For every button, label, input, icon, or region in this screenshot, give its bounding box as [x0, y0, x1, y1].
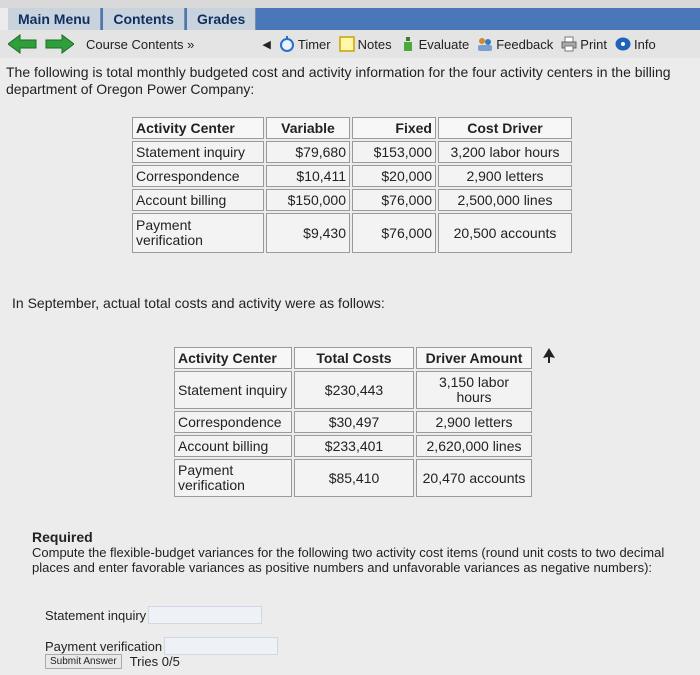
notes-label: Notes — [357, 36, 392, 52]
cell-variable: $9,430 — [266, 213, 350, 253]
back-arrow-icon[interactable] — [8, 34, 38, 54]
info-button[interactable] — [615, 36, 656, 52]
cell-activity: Payment verification — [132, 213, 264, 253]
cell-driver-amount: 2,900 letters — [416, 411, 532, 433]
header-cost-driver: Cost Driver — [438, 117, 572, 139]
cell-activity: Account billing — [132, 189, 264, 211]
stopwatch-icon — [279, 36, 295, 52]
table-row — [132, 141, 572, 163]
cell-fixed: $76,000 — [352, 189, 436, 211]
statement-inquiry-label: Statement inquiry — [45, 607, 147, 623]
header-variable: Variable — [266, 117, 350, 139]
timer-button[interactable] — [279, 36, 331, 52]
cell-activity: Statement inquiry — [132, 141, 264, 163]
budget-table — [130, 115, 574, 255]
cell-fixed: $20,000 — [352, 165, 436, 187]
cell-activity: Statement inquiry — [174, 371, 292, 409]
evaluate-button[interactable] — [400, 36, 470, 52]
toolbar — [0, 30, 700, 58]
statement-inquiry-row — [45, 606, 262, 624]
cell-total-costs: $230,443 — [294, 371, 414, 409]
actual-table — [172, 345, 534, 499]
printer-icon — [561, 36, 577, 52]
actual-intro-text: In September, actual total costs and activity were as follows: — [12, 295, 385, 311]
table-row — [174, 459, 532, 497]
cell-fixed: $76,000 — [352, 213, 436, 253]
table-row — [132, 213, 572, 253]
cell-driver: 20,500 accounts — [438, 213, 572, 253]
top-strip — [0, 0, 700, 8]
mouse-cursor-icon — [542, 348, 556, 364]
cell-total-costs: $85,410 — [294, 459, 414, 497]
cell-fixed: $153,000 — [352, 141, 436, 163]
cell-driver: 2,500,000 lines — [438, 189, 572, 211]
course-contents-label: Course Contents » — [86, 36, 195, 52]
print-button[interactable] — [561, 36, 607, 52]
submit-row — [45, 654, 180, 669]
tries-counter: Tries 0/5 — [129, 654, 180, 669]
header-activity-center: Activity Center — [174, 347, 292, 369]
cell-total-costs: $30,497 — [294, 411, 414, 433]
menu-tab-grades[interactable]: Grades — [187, 8, 256, 30]
feedback-button[interactable] — [477, 36, 553, 52]
cell-variable: $150,000 — [266, 189, 350, 211]
cell-driver: 3,200 labor hours — [438, 141, 572, 163]
payment-verification-row — [45, 637, 278, 655]
header-total-costs: Total Costs — [294, 347, 414, 369]
question-content — [0, 58, 700, 675]
course-contents-link[interactable] — [86, 37, 194, 52]
menu-tab-main-menu[interactable]: Main Menu — [8, 8, 101, 30]
cell-activity: Correspondence — [174, 411, 292, 433]
timer-label: Timer — [297, 36, 331, 52]
required-heading: Required — [32, 529, 93, 545]
table-header-row — [132, 117, 572, 139]
required-text: Compute the flexible-budget variances for the following two activity cost items (round unit costs to two decimal places and enter favorable variances as positive numbers and unfavorable variances as negative numbers): — [32, 545, 665, 575]
cell-variable: $79,680 — [266, 141, 350, 163]
info-label: Info — [634, 36, 656, 52]
cell-activity: Payment verification — [174, 459, 292, 497]
table-row — [132, 189, 572, 211]
header-activity-center: Activity Center — [132, 117, 264, 139]
bottle-icon — [400, 36, 416, 52]
feedback-label: Feedback — [496, 36, 554, 52]
cell-variable: $10,411 — [266, 165, 350, 187]
cell-driver-amount: 20,470 accounts — [416, 459, 532, 497]
people-icon — [477, 36, 493, 52]
table-row — [174, 371, 532, 409]
required-section — [32, 530, 682, 575]
notes-button[interactable] — [339, 36, 392, 52]
cell-activity: Account billing — [174, 435, 292, 457]
menu-tab-contents[interactable]: Contents — [103, 8, 185, 30]
statement-inquiry-input[interactable] — [148, 606, 262, 624]
intro-text: The following is total monthly budgeted cost and activity information for the four activity centers in the billing department of Oregon Power Company: — [6, 64, 671, 97]
print-label: Print — [580, 36, 608, 52]
header-driver-amount: Driver Amount — [416, 347, 532, 369]
table-row — [174, 411, 532, 433]
menu-bar — [8, 8, 700, 30]
info-icon — [615, 36, 631, 52]
header-fixed: Fixed — [352, 117, 436, 139]
cell-driver-amount: 2,620,000 lines — [416, 435, 532, 457]
payment-verification-label: Payment verification — [45, 638, 163, 654]
cell-driver-amount: 3,150 labor hours — [416, 371, 532, 409]
forward-arrow-icon[interactable] — [44, 34, 74, 54]
table-header-row — [174, 347, 532, 369]
notepad-icon — [339, 36, 355, 52]
cell-total-costs: $233,401 — [294, 435, 414, 457]
evaluate-label: Evaluate — [418, 36, 470, 52]
submit-answer-button[interactable]: Submit Answer — [45, 654, 122, 669]
table-row — [132, 165, 572, 187]
table-row — [174, 435, 532, 457]
payment-verification-input[interactable] — [164, 637, 278, 655]
cell-activity: Correspondence — [132, 165, 264, 187]
cell-driver: 2,900 letters — [438, 165, 572, 187]
play-left-icon[interactable]: ◀ — [262, 38, 271, 51]
